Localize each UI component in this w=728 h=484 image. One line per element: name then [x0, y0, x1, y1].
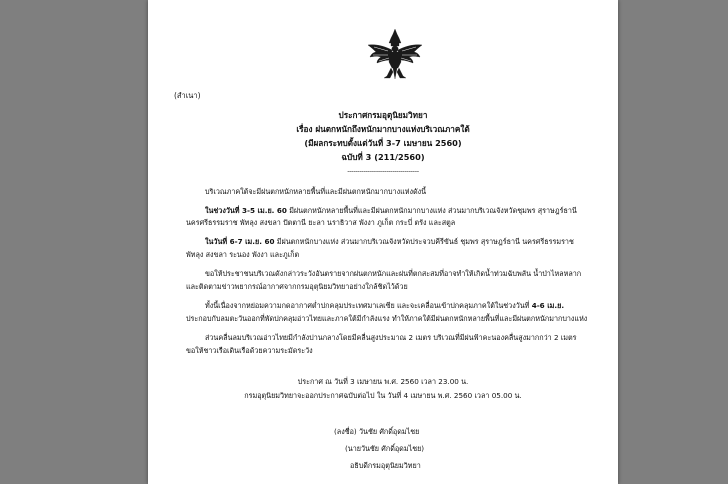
paragraph-4-line-2: ประกอบกับลมตะวันออกที่พัดปกคลุมอ่าวไทยและภาคใต้มีกำลังแรง ทำให้ภาคใต้มีฝนตกหนักหลายพื้นที่และมีฝนตกหนักมากบางแห่ง	[186, 314, 588, 323]
paragraph-4-text: ทั้งนี้เนื่องจากหย่อมความกดอากาศต่ำปกคลุมประเทศมาเลเซีย และจะเคลื่อนเข้าปกคลุมภาคใต้ในช่วงวันที่	[205, 301, 532, 310]
paragraph-1-line-1	[205, 206, 577, 215]
announced-date: ประกาศ ณ วันที่ 3 เมษายน พ.ศ. 2560 เวลา 23.00 น.	[297, 377, 469, 386]
paragraph-2-lead: ในวันที่ 6-7 เม.ย. 60	[205, 237, 275, 246]
paragraph-5-line-1: ส่วนคลื่นลมบริเวณอ่าวไทยมีกำลังปานกลางโดยมีคลื่นสูงประมาณ 2 เมตร บริเวณที่มีฝนฟ้าคะนองคลื่นสูงมากกว่า 2 เมตร	[205, 333, 577, 342]
paragraph-3-line-2: และติดตามข่าวพยากรณ์อากาศจากกรมอุตุนิยมวิทยาอย่างใกล้ชิดไว้ด้วย	[186, 282, 408, 291]
signer-position: อธิบดีกรมอุตุนิยมวิทยา	[350, 461, 421, 470]
issue-number: 3 (211/2560)	[365, 152, 425, 162]
document-page	[148, 0, 618, 484]
paragraph-2-line-1	[205, 237, 574, 246]
subject-line	[148, 124, 618, 135]
issue-line	[148, 152, 618, 163]
next-issue-note: กรมอุตุนิยมวิทยาจะออกประกาศฉบับต่อไป ใน วันที่ 4 เมษายน พ.ศ. 2560 เวลา 05.00 น.	[244, 391, 522, 400]
paragraph-4-dates: 4-6 เม.ย.	[531, 301, 565, 310]
page-title: ประกาศกรมอุตุนิยมวิทยา	[338, 110, 428, 120]
paragraph-3-line-1: ขอให้ประชาชนบริเวณดังกล่าวระวังอันตรายจากฝนตกหนักและฝนที่ตกสะสมที่อาจทำให้เกิดน้ำท่วมฉับพลัน น้ำป่าไหลหลาก	[205, 269, 582, 278]
paragraph-2-line-2: พัทลุง สงขลา ระนอง พังงา และภูเก็ต	[186, 250, 300, 259]
paragraph-1-text: มีฝนตกหนักหลายพื้นที่และมีฝนตกหนักมากบางแห่ง ส่วนมากบริเวณจังหวัดชุมพร สุราษฎร์ธานี	[286, 206, 577, 215]
copy-label: (สำเนา)	[174, 91, 201, 100]
paragraph-1-line-2: นครศรีธรรมราช พัทลุง สงขลา ปัตตานี ยะลา นราธิวาส พังงา ภูเก็ต กระบี่ ตรัง และสตูล	[186, 218, 456, 227]
paragraph-5-line-2: ขอให้ชาวเรือเดินเรือด้วยความระมัดระวัง	[186, 346, 313, 355]
separator-line: -----------------------------------	[347, 167, 419, 175]
body-intro: บริเวณภาคใต้จะมีฝนตกหนักหลายพื้นที่และมีฝนตกหนักมากบางแห่งดังนี้	[205, 187, 427, 196]
garuda-emblem-icon	[366, 28, 424, 80]
paragraph-4-line-1	[205, 301, 564, 310]
signature-line: (ลงชื่อ) วันชัย ศักดิ์อุดมไชย	[334, 427, 420, 436]
paragraph-1-lead: ในช่วงวันที่ 3-5 เม.ย. 60	[205, 206, 287, 215]
issue-label: ฉบับที่	[341, 152, 363, 162]
effect-dates: (มีผลกระทบตั้งแต่วันที่ 3-7 เมษายน 2560)	[304, 138, 462, 148]
signer-name: (นายวันชัย ศักดิ์อุดมไชย)	[345, 444, 425, 453]
subject-text: ฝนตกหนักถึงหนักมากบางแห่งบริเวณภาคใต้	[315, 124, 470, 134]
subject-label: เรื่อง	[296, 124, 313, 134]
paragraph-2-text: มีฝนตกหนักบางแห่ง ส่วนมากบริเวณจังหวัดประจวบคีรีขันธ์ ชุมพร สุราษฎร์ธานี นครศรีธรรมราช	[274, 237, 574, 246]
